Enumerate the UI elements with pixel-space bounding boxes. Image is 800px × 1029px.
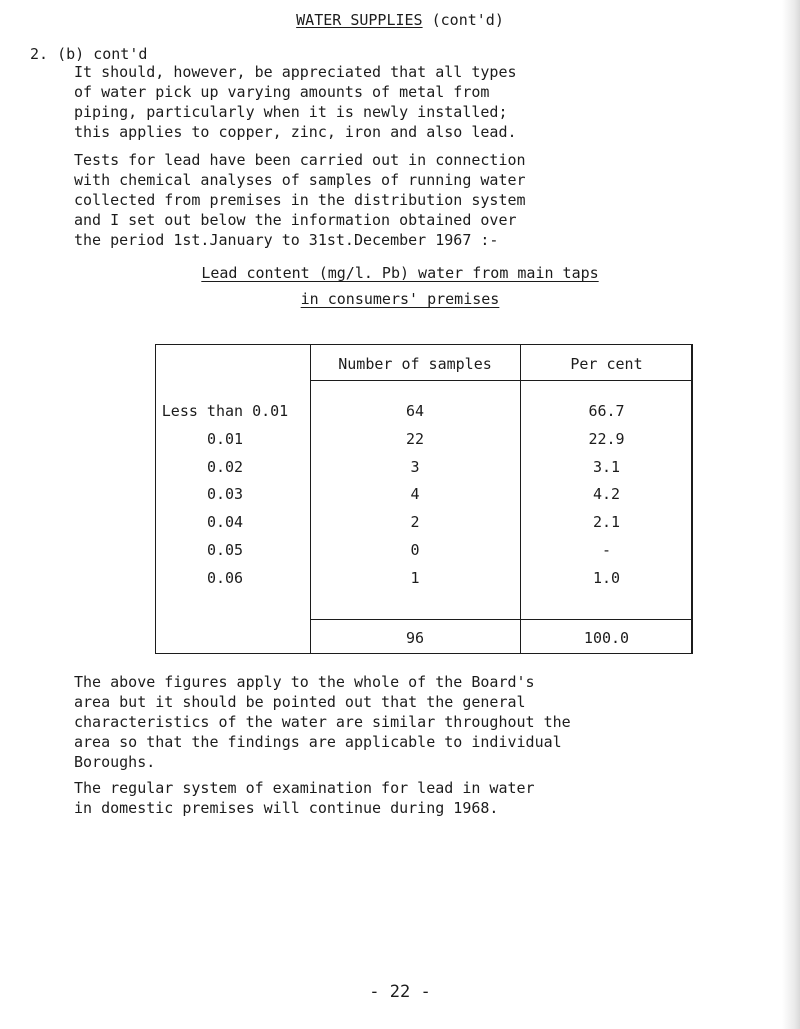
column-header-percent: Per cent — [570, 355, 643, 373]
row-label: 0.04 — [206, 513, 244, 531]
row-samples: 0 — [410, 541, 420, 559]
row-label: Less than 0.01 — [161, 402, 289, 420]
table-totals-rule — [310, 619, 693, 620]
row-samples: 3 — [410, 458, 420, 476]
page-number: - 22 - — [369, 982, 431, 1002]
paragraph-lead-tests: Tests for lead have been carried out in connection with chemical analyses of samples of running water collected from premises in the distribution system and I set out below the information obtained over the period 1st.January to 31st.December 1967 :- — [74, 151, 526, 249]
total-percent: 100.0 — [583, 629, 630, 647]
table-bottom-border — [155, 653, 693, 654]
row-samples: 4 — [410, 485, 420, 503]
table-top-border — [155, 344, 693, 345]
section-number: 2. (b) cont'd — [30, 45, 148, 63]
paragraph-regular-system: The regular system of examination for lead in water in domestic premises will continue during 1968. — [74, 779, 535, 817]
table-col-divider-2 — [520, 344, 521, 654]
row-percent: 4.2 — [592, 485, 621, 503]
table-header-rule — [310, 380, 693, 381]
table-caption-line-1: Lead content (mg/l. Pb) water from main taps — [201, 264, 599, 282]
row-samples: 1 — [410, 569, 420, 587]
page-edge-shadow — [782, 0, 800, 1029]
row-label: 0.06 — [206, 569, 244, 587]
row-percent: - — [601, 541, 612, 559]
row-label: 0.01 — [206, 430, 244, 448]
paragraph-metal-pickup: It should, however, be appreciated that all types of water pick up varying amounts of metal from piping, particularly when it is newly installed; this applies to copper, zinc, iron and also lead. — [74, 63, 517, 141]
paragraph-figures-apply: The above figures apply to the whole of the Board's area but it should be pointed out that the general characteristics of the water are similar throughout the area so that the findings are applicable to individual Boroughs. — [74, 673, 571, 771]
total-samples: 96 — [405, 629, 425, 647]
row-percent: 22.9 — [588, 430, 625, 448]
page-title-suffix: (cont'd) — [422, 11, 504, 29]
table-right-border — [691, 344, 693, 654]
table-caption-line-2: in consumers' premises — [300, 290, 500, 308]
row-percent: 1.0 — [592, 569, 621, 587]
table-col-divider-1 — [310, 344, 311, 654]
row-samples: 22 — [405, 430, 425, 448]
row-label: 0.02 — [206, 458, 244, 476]
row-samples: 2 — [410, 513, 420, 531]
row-samples: 64 — [405, 402, 425, 420]
page-title-main: WATER SUPPLIES — [296, 11, 423, 29]
row-label: 0.05 — [206, 541, 244, 559]
row-percent: 2.1 — [592, 513, 621, 531]
column-header-samples: Number of samples — [338, 355, 492, 373]
page-title — [0, 10, 800, 30]
row-percent: 3.1 — [592, 458, 621, 476]
row-label: 0.03 — [206, 485, 244, 503]
row-percent: 66.7 — [588, 402, 625, 420]
